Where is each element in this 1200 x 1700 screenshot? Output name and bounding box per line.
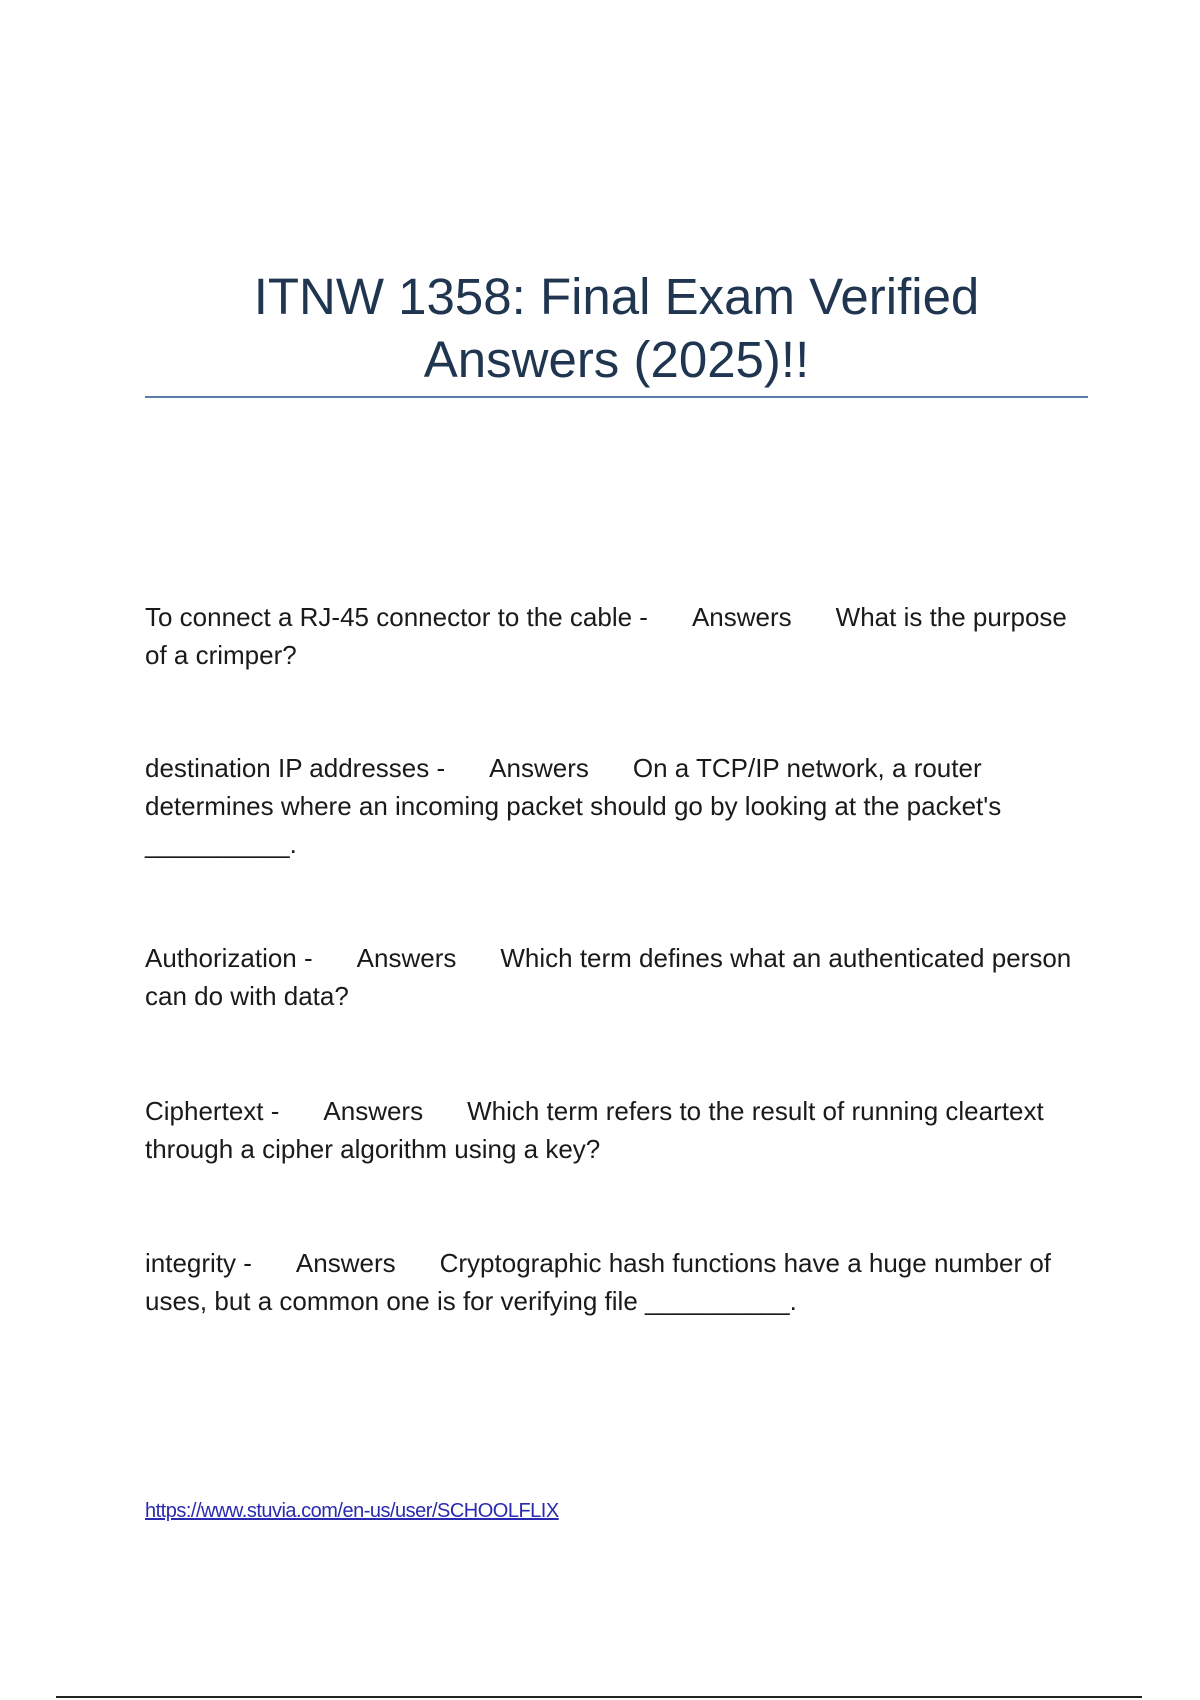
question-text: On a TCP/IP network, a router determines where an incoming packet should go by looking at the packet's __________.: [145, 753, 1002, 859]
title-divider: [145, 396, 1088, 398]
answers-label: Answers: [323, 1096, 424, 1126]
question-text: Cryptographic hash functions have a huge number of uses, but a common one is for verifying file __________.: [145, 1248, 1052, 1316]
qa-item: [145, 1092, 1090, 1168]
title-line-1: ITNW 1358: Final Exam Verified: [253, 268, 980, 325]
qa-item: [145, 749, 1090, 863]
answers-label: Answers: [356, 943, 457, 973]
title-line-2: Answers (2025)!!: [423, 331, 810, 388]
question-text: Which term defines what an authenticated person can do with data?: [145, 943, 1072, 1011]
qa-item: [145, 939, 1090, 1015]
document-title: [145, 265, 1088, 391]
answer-text: destination IP addresses -: [145, 753, 446, 783]
question-text: What is the purpose of a crimper?: [145, 602, 1067, 670]
answer-text: Authorization -: [145, 943, 313, 973]
answers-label: Answers: [691, 602, 792, 632]
footer-link[interactable]: https://www.stuvia.com/en-us/user/SCHOOLFLIX: [145, 1500, 559, 1522]
answer-text: integrity -: [145, 1248, 252, 1278]
answer-text: To connect a RJ-45 connector to the cable -: [145, 602, 648, 632]
answers-label: Answers: [489, 753, 589, 783]
answer-text: Ciphertext -: [145, 1096, 280, 1126]
answers-label: Answers: [295, 1248, 396, 1278]
page-bottom-border: [56, 1696, 1142, 1698]
qa-item: [145, 598, 1090, 674]
question-text: Which term refers to the result of running cleartext through a cipher algorithm using a key?: [145, 1096, 1044, 1164]
qa-item: [145, 1244, 1090, 1320]
